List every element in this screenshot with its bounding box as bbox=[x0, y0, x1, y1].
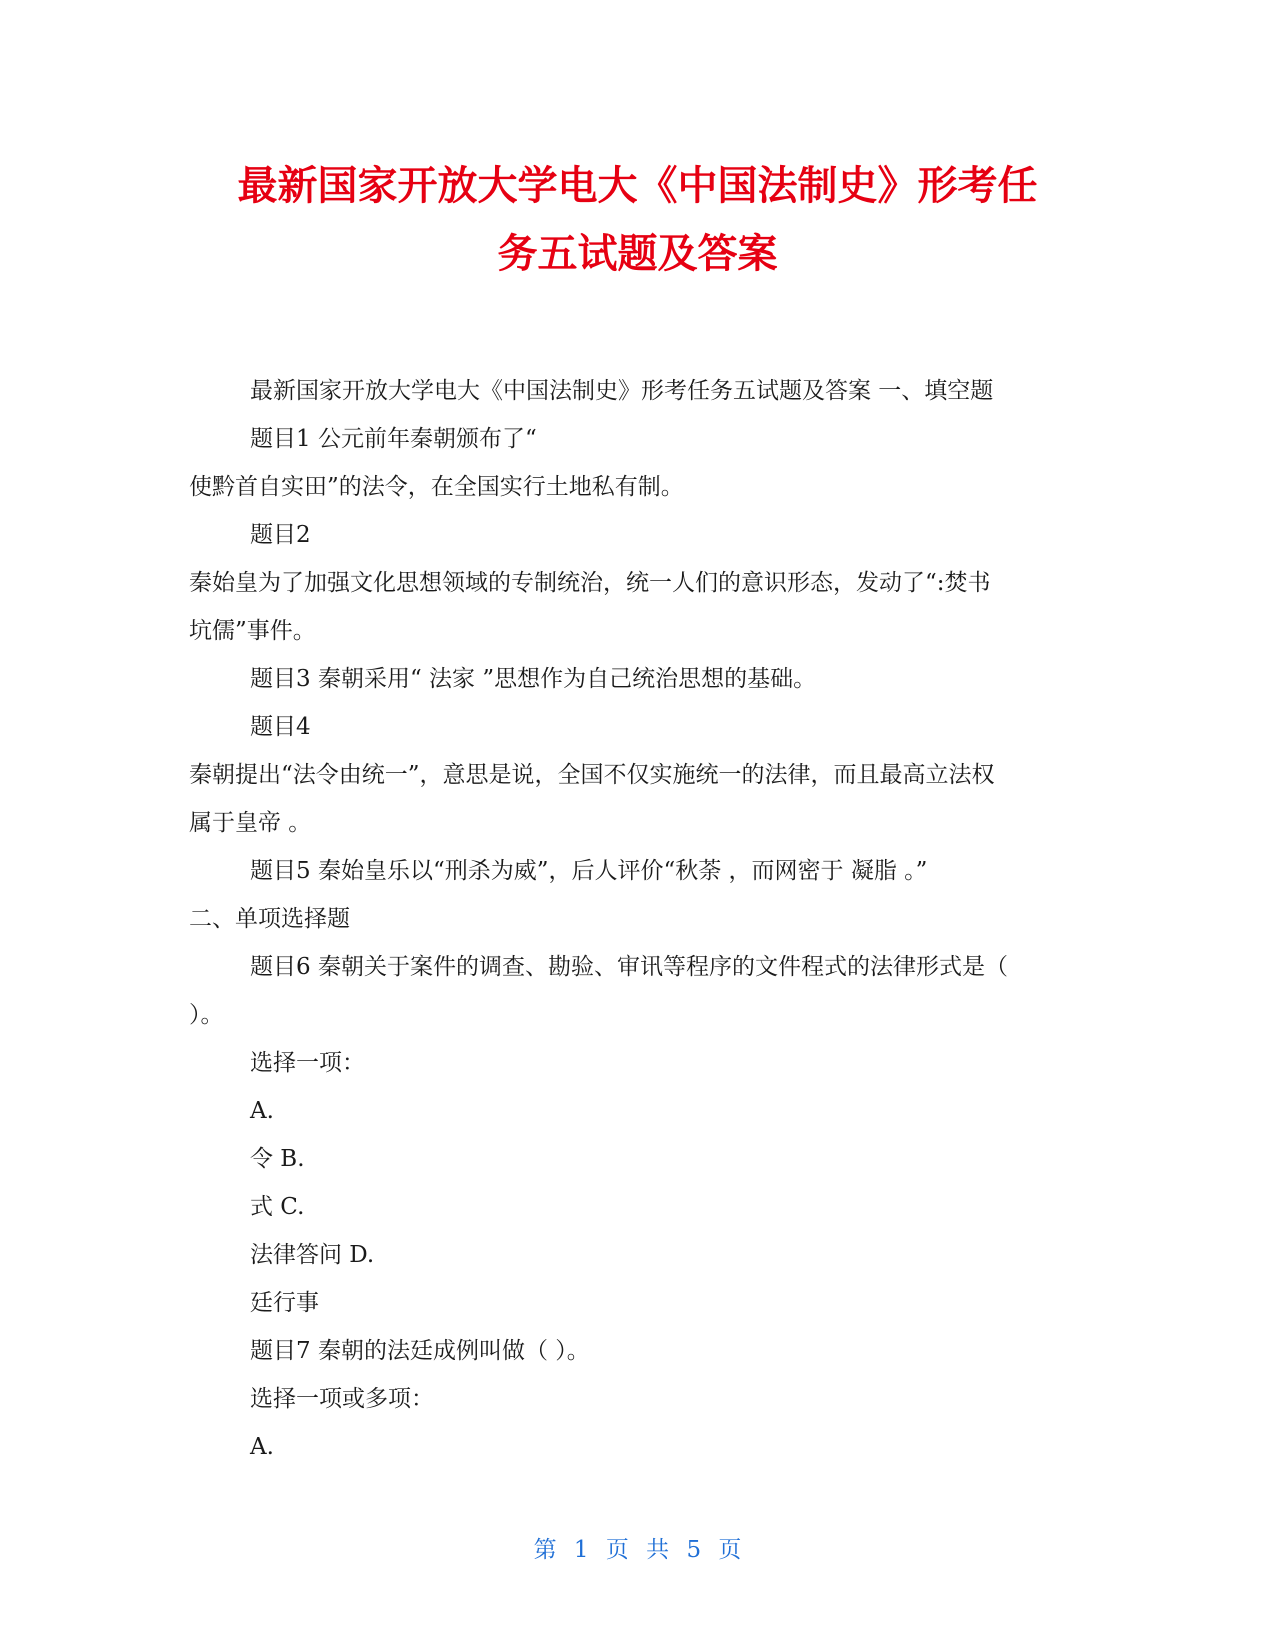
body-line-q6-cont: ）。 bbox=[189, 1002, 224, 1028]
document-title-line-2: 务五试题及答案 bbox=[497, 231, 778, 277]
body-line-q4-cont: 属于皇帝 。 bbox=[189, 810, 312, 836]
body-line-q6-prompt: 选择一项： bbox=[250, 1050, 365, 1076]
body-line-q2-text: 秦始皇为了加强文化思想领域的专制统治，统一人们的意识形态，发动了“:焚书 bbox=[189, 570, 991, 596]
body-line-q3: 题目3 秦朝采用“ 法家 ”思想作为自己统治思想的基础。 bbox=[250, 666, 817, 692]
body-line-q4: 题目4 bbox=[250, 714, 311, 740]
page-number-footer: 第 1 页 共 5 页 bbox=[533, 1537, 742, 1563]
body-line-q2: 题目2 bbox=[250, 522, 311, 548]
body-line-q7: 题目7 秦朝的法廷成例叫做（ ）。 bbox=[250, 1338, 590, 1364]
body-line-q5: 题目5 秦始皇乐以“刑杀为威”，后人评价“秋荼 ，而网密于 凝脂 。” bbox=[250, 858, 928, 884]
body-line-q7-option-a: A. bbox=[250, 1434, 274, 1460]
body-line-intro: 最新国家开放大学电大《中国法制史》形考任务五试题及答案 一、填空题 bbox=[250, 378, 994, 404]
body-line-q6-option-a: A. bbox=[250, 1098, 274, 1124]
body-line-q7-prompt: 选择一项或多项： bbox=[250, 1386, 434, 1412]
body-line-q1: 题目1 公元前年秦朝颁布了“ bbox=[250, 426, 537, 452]
body-line-q4-text: 秦朝提出“法令由统一”，意思是说，全国不仅实施统一的法律，而且最高立法权 bbox=[189, 762, 995, 788]
body-line-q6-option-d: 法律答问 D. bbox=[250, 1242, 375, 1268]
body-line-q1-cont: 使黔首自实田”的法令，在全国实行土地私有制。 bbox=[189, 474, 684, 500]
body-line-q6: 题目6 秦朝关于案件的调查、勘验、审讯等程序的文件程式的法律形式是（ bbox=[250, 954, 1008, 980]
body-line-q2-cont: 坑儒”事件。 bbox=[189, 618, 316, 644]
body-line-q6-option-c: 式 C. bbox=[250, 1194, 305, 1220]
body-line-q6-option-b: 令 B. bbox=[250, 1146, 305, 1172]
section-heading-choice: 二、单项选择题 bbox=[189, 906, 350, 932]
body-line-q6-option-e: 廷行事 bbox=[250, 1290, 319, 1316]
document-title-line-1: 最新国家开放大学电大《中国法制史》形考任 bbox=[237, 163, 1038, 209]
